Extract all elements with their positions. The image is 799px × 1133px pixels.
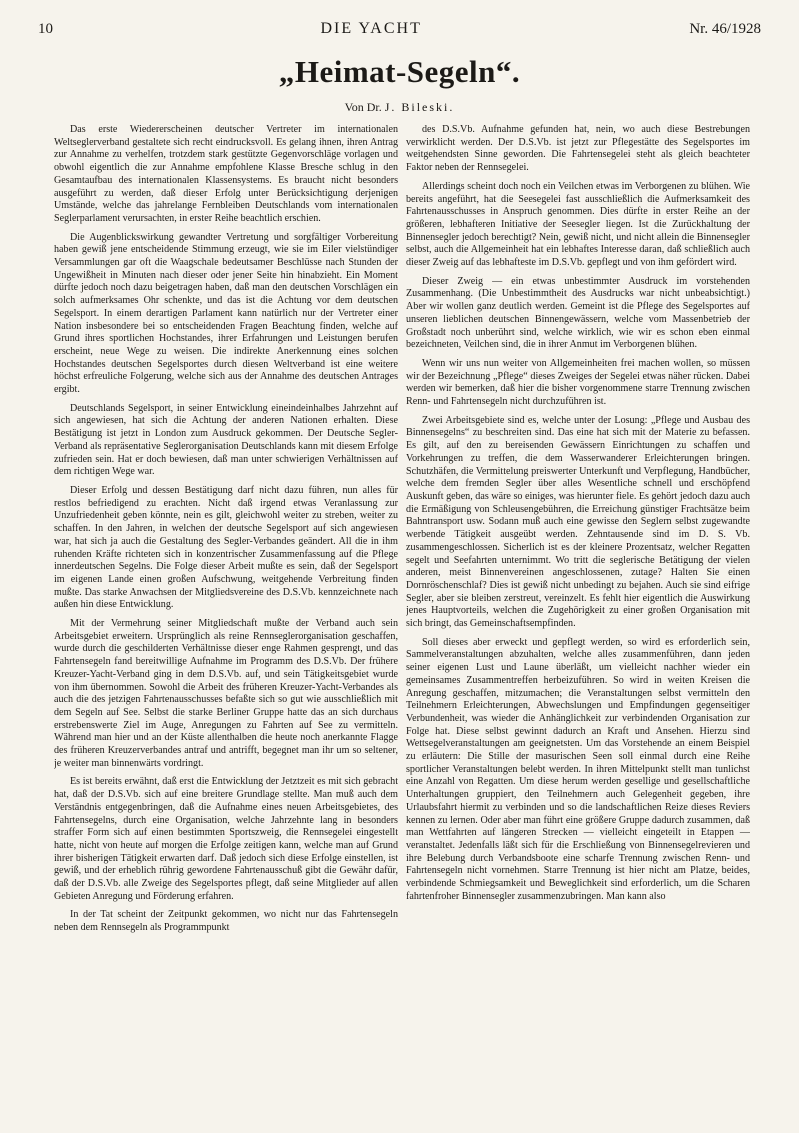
author-prefix: Von Dr. xyxy=(344,100,382,114)
journal-title: DIE YACHT xyxy=(320,20,422,37)
paragraph: In der Tat scheint der Zeitpunkt gekommen, wo nicht nur das Fahrtensegeln neben dem Rennsegeln als Programmpunkt xyxy=(54,909,398,934)
paragraph: Dieser Erfolg und dessen Bestätigung darf nicht dazu führen, nun alles für restlos befriedigend zu erachten. Nicht daß irgend etwas Veranlassung zur Unzufriedenheit geben könnte, nein es gilt, gleichwohl weiter zu streben, weiter zu schaffen. In den Jahren, in welchen der deutsche Segelsport auf sich angewiesen war, hat sich ja auch die Gestaltung des Segler-Verbandes geändert. All die in ihm ruhenden Kräfte richteten sich in konzentrischer Zusammenfassung auf die Pflege innerdeutschen Segelns. Die Folge dieser Arbeit mußte es sein, daß der Segelsport im eigenen Lande einen großen Aufschwung, weitgehende Verbreitung finden mußte. Das starke Anwachsen der Mitgliedsvereine des D.S.Vb. kennzeichnete nach außen hin diese Entwicklung. xyxy=(54,484,398,611)
text-column-right xyxy=(406,124,750,1124)
paragraph: Wenn wir uns nun weiter von Allgemeinheiten frei machen wollen, so müssen wir der Bezeichnung „Pflege“ dieses Zweiges der Segelei etwas näher rücken. Dabei werden wir bemerken, daß hier die bisher vorgenommene starre Trennung zwischen Renn- und Fahrtensegeln nicht durchzuführen ist. xyxy=(406,357,750,408)
paragraph: Dieser Zweig — ein etwas unbestimmter Ausdruck im vorstehenden Zusammenhang. (Die Unbestimmtheit des Ausdrucks war nicht unbeabsichtigt.) Aber wir wollen ganz deutlich werden. Gemeint ist die Pflege des Segelsportes auf unseren lieblichen deutschen Binnengewässern, welche vom Massenbetrieb der Großstadt noch unberührt sind, welche wirklich, wie wir es schon eben einmal bezeichneten, Veilchen sind, die in ihrer Anmut im Verborgenen blühen. xyxy=(406,275,750,351)
page-header xyxy=(38,20,761,44)
paragraph: Das erste Wiedererscheinen deutscher Vertreter im internationalen Weltseglerverband gestaltete sich recht eindrucksvoll. Es gelang ihnen, ihren Antrag zur Annahme zu verhelfen, trotzdem stark gestützte Gegenvorschläge vorlagen und obwohl eigentlich die zur Annahme empfohlene Klasse Bresche schlug in den Gesamtaufbau des internationalen Klassensystems. Es braucht nicht besonders ausgeführt zu werden, daß dieser Erfolg unter Berücksichtigung derjenigen Umstände, welche das jahrelange Fernbleiben Deutschlands vom internationalen Seglerparlament verursachten, in erster Reihe beachtlich erschien. xyxy=(54,124,398,224)
text-column-left xyxy=(54,124,398,1124)
paragraph: Zwei Arbeitsgebiete sind es, welche unter der Losung: „Pflege und Ausbau des Binnensegelns“ zu beschreiten sind. Das eine hat sich mit der Materie zu befassen. Es gilt, auf den zu bereisenden Gewässern Einrichtungen zu schaffen und Vorkehrungen zu treffen, die dem Wasserwanderer Erleichterungen bringen. Schutzhäfen, die Vermittelung preiswerter Unterkunft und Verpflegung, Handbücher, welche dem fremden Segler über alles Wesentliche schnell und erschöpfend Auskunft geben, das wäre so einiges, was hierunter fiele. Es gehört jedoch dazu auch die Ermäßigung von Schleusengebühren, die Erreichung günstiger Frachtsätze beim Bahntransport usw. Sodann muß auch eine gewisse den Seglern selbst zugewandte werbende Tätigkeit ausgeübt werden. Zehntausende sind im D. S. Vb. zusammengeschlossen. Sicherlich ist es der kleinere Prozentsatz, welcher Regatten segelt und Seefahrten unternimmt. Wo tritt die seglerische Betätigung der vielen anderen, meist Binnenvereinen angeschlossenen, zutage? Halten Sie einen Dornröschenschlaf? Dies ist gewiß nicht unbedingt zu bejahen. Auch sie sind eifrige Segler, aber sie bleiben zerstreut, vereinzelt. Es fehlt hier eigentlich die Auswirkung jenes Hauptvorteils, welchen die Zugehörigkeit zu einer großen Organisation mit sich bringt, das Gemeinschaftsempfinden. xyxy=(406,414,750,630)
paragraph: Soll dieses aber erweckt und gepflegt werden, so wird es erforderlich sein, Sammelveranstaltungen abzuhalten, welche alles zusammenführen, dann jeden seiner eigenen Lust und Laune überläßt, um vielleicht nachher wieder ein gemeinsames Zusammentreffen herbeizuführen. So wird in weiten Kreisen die Anregung geschaffen, mitzumachen; die Veranstaltungen selbst vermitteln den Teilnehmern Erleichterungen, Abwechslungen und Empfindungen gegenseitiger Verbundenheit, was wieder die Anhänglichkeit zur verbindenden Organisation zur Folge hat. Diese selbst gewinnt dadurch an Kraft und Ansehen. Hierzu sind Wettsegelveranstaltungen am geeignetsten. Um das Vorstehende an einem Beispiel zu erläutern: Die Stille der masurischen Seen soll einmal durch eine Reihe sportlicher Veranstaltungen belebt werden. In ihren Mittelpunkt stellt man tunlichst eine Anzahl von Regatten. Um diese herum werden gesellige und gesellschaftliche Unterhaltungen gruppiert, den Teilnehmern auch Gelegenheit gegeben, ihre Urlaubsfahrt hiermit zu verbinden und so die landschaftlichen Reize dieses Reviers kennen zu lernen. Oder aber man führt eine größere Gruppe dadurch zusammen, daß man Wettfahrten auf längeren Strecken — vielleicht eingeteilt in Etappen — veranstaltet. Jedenfalls läßt sich für die Erschließung von Binnensegelrevieren und ihre Belebung durch Verbandsboote eine scharfe Trennung zwischen Renn- und Fahrtensegeln nicht vornehmen. Starre Trennung ist hier nicht am Platze, beides, verbindende Schmiegsamkeit und Beweglichkeit sind erforderlich, um die Scharen fahrtenfroher Binnensegler zusammenzubringen. Man kann also xyxy=(406,636,750,902)
paragraph: des D.S.Vb. Aufnahme gefunden hat, nein, wo auch diese Bestrebungen verwirklicht werden. Der D.S.Vb. ist jetzt zur Pflegestätte des Segelsportes im weitgehendsten Sinne geworden. Die Fahrtensegelei steht als gleich beachteter Faktor neben der Rennsegelei. xyxy=(406,124,750,174)
paragraph: Deutschlands Segelsport, in seiner Entwicklung eineindeinhalbes Jahrzehnt auf sich angewiesen, hat sich die Achtung der anderen Nationen erhalten. Diese Bestätigung ist jetzt in London zum Ausdruck gekommen. Der Deutsche Segler-Verband als repräsentative Seglerorganisation Deutschlands kann mit diesem Erfolge zufrieden sein. Hat er doch bewiesen, daß man unter schwierigen Verhältnissen auf dem richtigen Wege war. xyxy=(54,402,398,478)
article-byline xyxy=(0,100,799,115)
article-title: „Heimat-Segeln“. xyxy=(278,54,521,89)
paragraph: Es ist bereits erwähnt, daß erst die Entwicklung der Jetztzeit es mit sich gebracht hat, daß der D.S.Vb. sich auf eine breitere Grundlage stellte. Man muß auch dem Verständnis entgegenbringen, daß die Aufnahme eines neuen Arbeitsgebietes, des Fahrtensegelns, durch eine Organisation, welche Jahrzehnte lang in besonders straffer Form sich auf einen bestimmten Sportszweig, die Rennsegelei eingestellt hatte, nicht von heute auf morgen die Erfolge zeitigen kann, welche man auf Grund ihrer bisherigen Tätigkeit erwarten darf. Daß jedoch sich diese Erfolge einstellen, ist gewiß, und der erheblich rührig gewordene Fahrtenausschuß gibt die Gewähr dafür, daß der D.S.Vb. alle Zweige des Segelsportes pflegt, daß seine Mitglieder auf allen Gebieten Anregung und Förderung erfahren. xyxy=(54,776,398,902)
page-number: 10 xyxy=(38,21,53,37)
paragraph: Allerdings scheint doch noch ein Veilchen etwas im Verborgenen zu blühen. Wie bereits angeführt, hat die Seesegelei fast ausschließlich die Aufmerksamkeit des Fahrtenausschusses in Anspruch genommen. Dies dürfte in erster Reihe an der größeren, lebhafteren Initiative der Seesegler liegen. Ist die Zurückhaltung der Binnensegler jedoch berechtigt? Nein, gewiß nicht, und nicht allein die Binnensegler selbst, auch die Allgemeinheit hat ein lebhaftes Interesse daran, daß schließlich auch dieser Zweig auf das lebhafteste im D.S.Vb. gepflegt und von ihm gefördert wird. xyxy=(406,180,750,269)
author-name: J. Bileski. xyxy=(384,100,455,114)
issue-number: Nr. 46/1928 xyxy=(689,21,761,37)
paragraph: Die Augenblickswirkung gewandter Vertretung und sorgfältiger Vorbereitung haben gewiß jene entscheidende Stimmung erzeugt, wie sie im Eiler vielstündiger Versammlungen gar oft die Waagschale bedeutsamer Beschlüsse nach Stunden der Ungewißheit in Minuten nach dieser oder jener Seite hin hinabzieht. Ein Moment dürfte jedoch noch dazu beigetragen haben, daß man den deutschen Vorschlägen ein solch aufmerksames Ohr schenkte, und das ist die Achtung vor dem deutschen Segelsport. In einem derartigen Parlament kann natürlich nur der Vertreter einer Nation insbesondere bei so entscheidenden Fragen Beachtung finden, welche auf Grund ihres sportlichen Hochstandes, ihrer Erfahrungen und Leistungen berufen erscheint, neue Wege zu weisen. Die indirekte Anerkennung eines solchen Hochstandes deutschen Segelsportes durch diesen Weltverband ist eine weitere höchst erfreuliche Folgerung, welche sich aus der Annahme des deutschen Antrages ergibt. xyxy=(54,231,398,396)
paragraph: Mit der Vermehrung seiner Mitgliedschaft mußte der Verband auch sein Arbeitsgebiet erweitern. Ursprünglich als reine Rennseglerorganisation geschaffen, wurde durch die geschilderten Verhältnisse dieser enge Rahmen gesprengt, und das Fahrtensegeln fand bereitwillige Aufnahme im Programm des D.S.Vb. Der frühere Kreuzer-Yacht-Verband ging in dem D.S.Vb. auf, und sein Tätigkeitsgebiet wurde von ihm übernommen. Sowohl die Arbeit des früheren Kreuzer-Yacht-Verbandes als auch die des jetzigen Fahrtenausschusses befaßte sich so gut wie ausschließlich mit dem Segeln auf See. Selbst die starke Berliner Gruppe hatte das an sich durchaus erstrebenswerte Ziel im Auge, Anregungen zu Fahrten auf See zu vermitteln. Während man hier und an der Küste allenthalben die heute noch anerkannte Flagge des früheren Kreuzerverbandes antraf und antrifft, begegnet man ihr um so seltener, je weiter man binnenwärts vordringt. xyxy=(54,618,398,769)
